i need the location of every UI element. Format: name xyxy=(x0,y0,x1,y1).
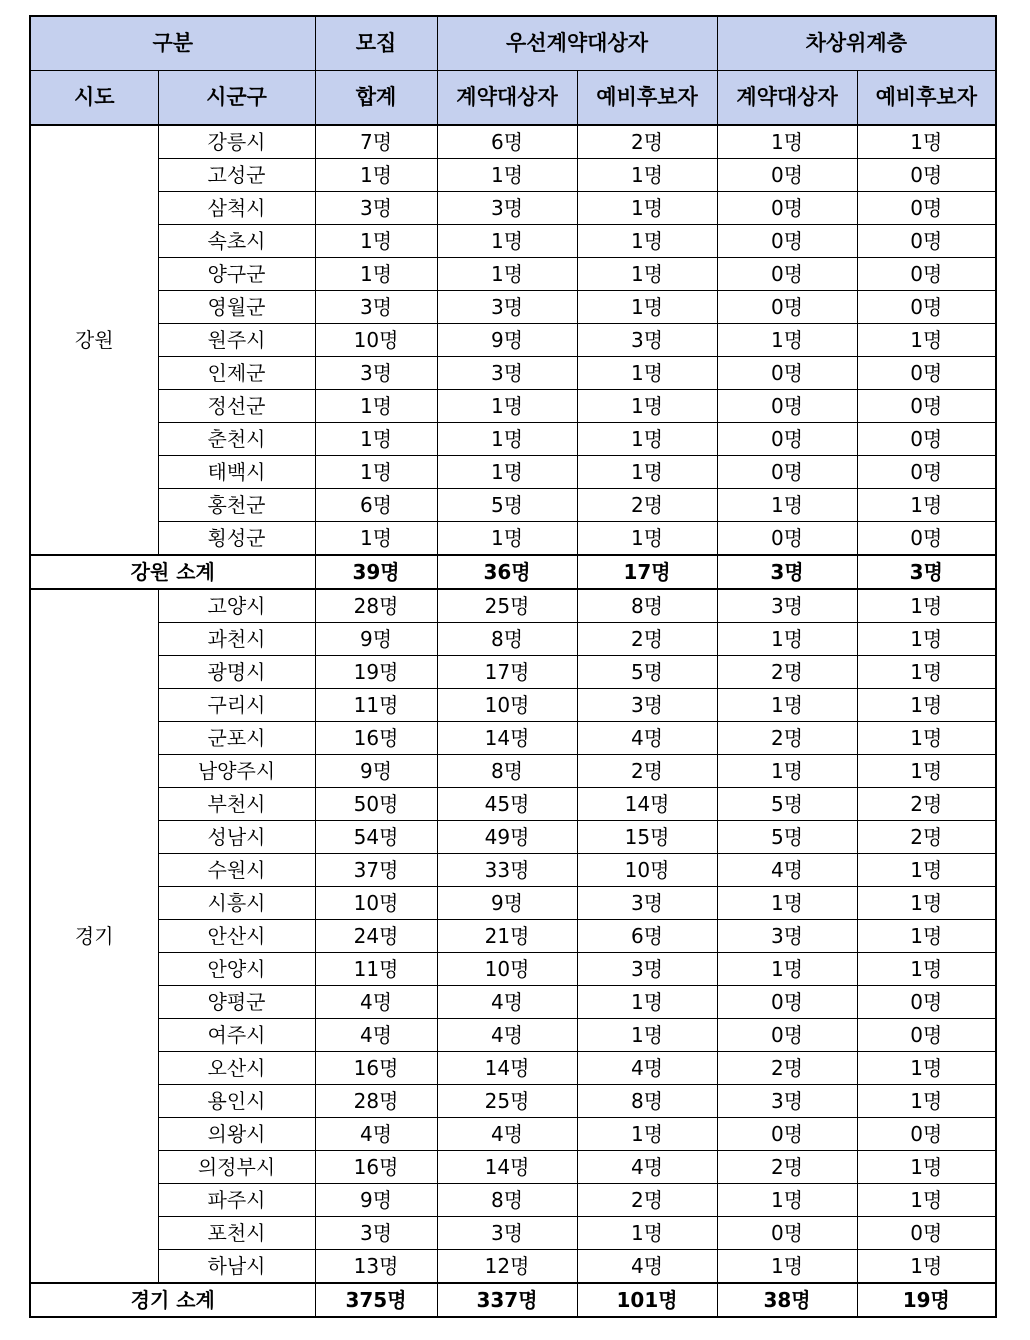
table-row xyxy=(30,423,996,456)
priority-contract-cell: 4명 xyxy=(437,1019,577,1052)
table-row xyxy=(30,357,996,390)
secondary-reserve-cell: 2명 xyxy=(857,821,996,854)
priority-contract-cell: 1명 xyxy=(437,159,577,192)
priority-contract-cell: 25명 xyxy=(437,589,577,623)
sigungu-cell: 여주시 xyxy=(158,1019,315,1052)
total-cell: 375명 xyxy=(315,1283,437,1317)
secondary-contract-cell: 0명 xyxy=(717,1019,857,1052)
table-body xyxy=(30,125,996,1317)
sido-cell: 경기 xyxy=(30,589,158,1283)
header-sigungu: 시군구 xyxy=(158,71,315,126)
secondary-reserve-cell: 1명 xyxy=(857,1052,996,1085)
secondary-contract-cell: 1명 xyxy=(717,623,857,656)
recruitment-table xyxy=(29,15,997,1318)
priority-contract-cell: 3명 xyxy=(437,1217,577,1250)
total-cell: 16명 xyxy=(315,722,437,755)
secondary-contract-cell: 0명 xyxy=(717,986,857,1019)
header-priority-contract-target: 계약대상자 xyxy=(437,71,577,126)
priority-contract-cell: 14명 xyxy=(437,722,577,755)
priority-contract-cell: 14명 xyxy=(437,1052,577,1085)
priority-reserve-cell: 1명 xyxy=(577,357,717,390)
secondary-reserve-cell: 0명 xyxy=(857,986,996,1019)
sigungu-cell: 의왕시 xyxy=(158,1118,315,1151)
subtotal-label: 경기 소계 xyxy=(30,1283,315,1317)
priority-reserve-cell: 8명 xyxy=(577,1085,717,1118)
priority-contract-cell: 1명 xyxy=(437,456,577,489)
secondary-reserve-cell: 1명 xyxy=(857,722,996,755)
total-cell: 3명 xyxy=(315,357,437,390)
table-row xyxy=(30,722,996,755)
secondary-reserve-cell: 0명 xyxy=(857,1118,996,1151)
sigungu-cell: 강릉시 xyxy=(158,125,315,159)
secondary-contract-cell: 3명 xyxy=(717,555,857,589)
secondary-contract-cell: 0명 xyxy=(717,1217,857,1250)
sigungu-cell: 의정부시 xyxy=(158,1151,315,1184)
secondary-contract-cell: 1명 xyxy=(717,489,857,522)
subtotal-row xyxy=(30,555,996,589)
sigungu-cell: 고양시 xyxy=(158,589,315,623)
table-row xyxy=(30,1118,996,1151)
secondary-reserve-cell: 1명 xyxy=(857,1085,996,1118)
table-row xyxy=(30,125,996,159)
secondary-contract-cell: 5명 xyxy=(717,821,857,854)
priority-reserve-cell: 3명 xyxy=(577,887,717,920)
table-row xyxy=(30,1019,996,1052)
priority-reserve-cell: 3명 xyxy=(577,953,717,986)
priority-reserve-cell: 4명 xyxy=(577,1052,717,1085)
sigungu-cell: 태백시 xyxy=(158,456,315,489)
priority-contract-cell: 14명 xyxy=(437,1151,577,1184)
sigungu-cell: 부천시 xyxy=(158,788,315,821)
secondary-contract-cell: 0명 xyxy=(717,225,857,258)
secondary-contract-cell: 0명 xyxy=(717,456,857,489)
priority-contract-cell: 1명 xyxy=(437,423,577,456)
priority-contract-cell: 1명 xyxy=(437,522,577,556)
priority-reserve-cell: 1명 xyxy=(577,1217,717,1250)
sigungu-cell: 춘천시 xyxy=(158,423,315,456)
priority-contract-cell: 36명 xyxy=(437,555,577,589)
header-secondary-contract-target: 계약대상자 xyxy=(717,71,857,126)
secondary-contract-cell: 3명 xyxy=(717,920,857,953)
priority-reserve-cell: 3명 xyxy=(577,689,717,722)
priority-contract-cell: 12명 xyxy=(437,1250,577,1284)
table-row xyxy=(30,821,996,854)
table-row xyxy=(30,689,996,722)
header-sido: 시도 xyxy=(30,71,158,126)
header-secondary-class: 차상위계층 xyxy=(717,16,996,71)
secondary-reserve-cell: 0명 xyxy=(857,357,996,390)
total-cell: 1명 xyxy=(315,159,437,192)
total-cell: 50명 xyxy=(315,788,437,821)
header-priority-reserve: 예비후보자 xyxy=(577,71,717,126)
secondary-contract-cell: 3명 xyxy=(717,589,857,623)
table-row xyxy=(30,258,996,291)
secondary-contract-cell: 0명 xyxy=(717,357,857,390)
priority-reserve-cell: 1명 xyxy=(577,986,717,1019)
total-cell: 4명 xyxy=(315,1118,437,1151)
total-cell: 9명 xyxy=(315,1184,437,1217)
table-row xyxy=(30,159,996,192)
total-cell: 1명 xyxy=(315,456,437,489)
priority-reserve-cell: 1명 xyxy=(577,456,717,489)
sigungu-cell: 홍천군 xyxy=(158,489,315,522)
table-row xyxy=(30,291,996,324)
table-row xyxy=(30,1184,996,1217)
priority-reserve-cell: 1명 xyxy=(577,423,717,456)
priority-contract-cell: 1명 xyxy=(437,258,577,291)
secondary-reserve-cell: 1명 xyxy=(857,953,996,986)
total-cell: 1명 xyxy=(315,522,437,556)
table-row xyxy=(30,1151,996,1184)
sigungu-cell: 횡성군 xyxy=(158,522,315,556)
total-cell: 9명 xyxy=(315,623,437,656)
total-cell: 3명 xyxy=(315,192,437,225)
secondary-contract-cell: 38명 xyxy=(717,1283,857,1317)
total-cell: 4명 xyxy=(315,986,437,1019)
sigungu-cell: 고성군 xyxy=(158,159,315,192)
table-row xyxy=(30,1217,996,1250)
sigungu-cell: 오산시 xyxy=(158,1052,315,1085)
priority-reserve-cell: 2명 xyxy=(577,755,717,788)
total-cell: 39명 xyxy=(315,555,437,589)
sigungu-cell: 원주시 xyxy=(158,324,315,357)
total-cell: 28명 xyxy=(315,589,437,623)
subtotal-label: 강원 소계 xyxy=(30,555,315,589)
sigungu-cell: 과천시 xyxy=(158,623,315,656)
priority-contract-cell: 9명 xyxy=(437,887,577,920)
header-total: 합계 xyxy=(315,71,437,126)
secondary-reserve-cell: 0명 xyxy=(857,291,996,324)
table-row xyxy=(30,522,996,556)
priority-contract-cell: 49명 xyxy=(437,821,577,854)
table-row xyxy=(30,324,996,357)
priority-contract-cell: 8명 xyxy=(437,1184,577,1217)
sido-cell: 강원 xyxy=(30,125,158,555)
priority-reserve-cell: 1명 xyxy=(577,390,717,423)
secondary-contract-cell: 0명 xyxy=(717,159,857,192)
priority-reserve-cell: 8명 xyxy=(577,589,717,623)
header-category: 구분 xyxy=(30,16,315,71)
secondary-reserve-cell: 1명 xyxy=(857,125,996,159)
secondary-contract-cell: 0명 xyxy=(717,390,857,423)
priority-reserve-cell: 1명 xyxy=(577,1019,717,1052)
table-row xyxy=(30,489,996,522)
total-cell: 37명 xyxy=(315,854,437,887)
header-secondary-reserve: 예비후보자 xyxy=(857,71,996,126)
priority-reserve-cell: 1명 xyxy=(577,192,717,225)
table-row xyxy=(30,225,996,258)
table-row xyxy=(30,589,996,623)
priority-contract-cell: 9명 xyxy=(437,324,577,357)
header-priority-contract: 우선계약대상자 xyxy=(437,16,717,71)
secondary-contract-cell: 2명 xyxy=(717,1052,857,1085)
priority-reserve-cell: 1명 xyxy=(577,1118,717,1151)
sigungu-cell: 정선군 xyxy=(158,390,315,423)
secondary-contract-cell: 4명 xyxy=(717,854,857,887)
priority-contract-cell: 45명 xyxy=(437,788,577,821)
secondary-contract-cell: 0명 xyxy=(717,192,857,225)
priority-reserve-cell: 2명 xyxy=(577,623,717,656)
priority-reserve-cell: 1명 xyxy=(577,225,717,258)
priority-contract-cell: 4명 xyxy=(437,1118,577,1151)
secondary-contract-cell: 0명 xyxy=(717,423,857,456)
sigungu-cell: 용인시 xyxy=(158,1085,315,1118)
total-cell: 10명 xyxy=(315,324,437,357)
total-cell: 13명 xyxy=(315,1250,437,1284)
sigungu-cell: 양평군 xyxy=(158,986,315,1019)
secondary-reserve-cell: 0명 xyxy=(857,192,996,225)
total-cell: 3명 xyxy=(315,291,437,324)
sigungu-cell: 양구군 xyxy=(158,258,315,291)
secondary-contract-cell: 1명 xyxy=(717,1184,857,1217)
total-cell: 11명 xyxy=(315,953,437,986)
priority-contract-cell: 3명 xyxy=(437,357,577,390)
secondary-reserve-cell: 1명 xyxy=(857,920,996,953)
table-row xyxy=(30,755,996,788)
priority-reserve-cell: 4명 xyxy=(577,1250,717,1284)
priority-reserve-cell: 10명 xyxy=(577,854,717,887)
total-cell: 54명 xyxy=(315,821,437,854)
sigungu-cell: 광명시 xyxy=(158,656,315,689)
priority-contract-cell: 6명 xyxy=(437,125,577,159)
sigungu-cell: 포천시 xyxy=(158,1217,315,1250)
secondary-reserve-cell: 2명 xyxy=(857,788,996,821)
sigungu-cell: 인제군 xyxy=(158,357,315,390)
secondary-reserve-cell: 0명 xyxy=(857,522,996,556)
secondary-reserve-cell: 0명 xyxy=(857,1217,996,1250)
sigungu-cell: 시흥시 xyxy=(158,887,315,920)
priority-reserve-cell: 4명 xyxy=(577,722,717,755)
secondary-reserve-cell: 1명 xyxy=(857,1184,996,1217)
priority-reserve-cell: 14명 xyxy=(577,788,717,821)
priority-contract-cell: 3명 xyxy=(437,291,577,324)
table-row xyxy=(30,1052,996,1085)
secondary-reserve-cell: 1명 xyxy=(857,755,996,788)
priority-contract-cell: 5명 xyxy=(437,489,577,522)
total-cell: 7명 xyxy=(315,125,437,159)
sigungu-cell: 영월군 xyxy=(158,291,315,324)
secondary-reserve-cell: 1명 xyxy=(857,656,996,689)
sigungu-cell: 삼척시 xyxy=(158,192,315,225)
priority-contract-cell: 4명 xyxy=(437,986,577,1019)
secondary-reserve-cell: 1명 xyxy=(857,589,996,623)
total-cell: 9명 xyxy=(315,755,437,788)
table-row xyxy=(30,1250,996,1284)
secondary-contract-cell: 0명 xyxy=(717,258,857,291)
secondary-reserve-cell: 1명 xyxy=(857,854,996,887)
subtotal-row xyxy=(30,1283,996,1317)
table-row xyxy=(30,854,996,887)
secondary-contract-cell: 5명 xyxy=(717,788,857,821)
secondary-reserve-cell: 1명 xyxy=(857,689,996,722)
sigungu-cell: 구리시 xyxy=(158,689,315,722)
priority-contract-cell: 8명 xyxy=(437,755,577,788)
priority-reserve-cell: 4명 xyxy=(577,1151,717,1184)
secondary-reserve-cell: 0명 xyxy=(857,159,996,192)
sigungu-cell: 안산시 xyxy=(158,920,315,953)
priority-reserve-cell: 17명 xyxy=(577,555,717,589)
table-row xyxy=(30,920,996,953)
table-row xyxy=(30,1085,996,1118)
table-row xyxy=(30,390,996,423)
table-row xyxy=(30,887,996,920)
secondary-reserve-cell: 0명 xyxy=(857,456,996,489)
secondary-reserve-cell: 1명 xyxy=(857,1151,996,1184)
secondary-contract-cell: 1명 xyxy=(717,324,857,357)
secondary-contract-cell: 1명 xyxy=(717,887,857,920)
priority-reserve-cell: 1명 xyxy=(577,258,717,291)
secondary-reserve-cell: 1명 xyxy=(857,1250,996,1284)
secondary-reserve-cell: 1명 xyxy=(857,489,996,522)
secondary-contract-cell: 0명 xyxy=(717,522,857,556)
total-cell: 28명 xyxy=(315,1085,437,1118)
priority-reserve-cell: 101명 xyxy=(577,1283,717,1317)
total-cell: 3명 xyxy=(315,1217,437,1250)
table-row xyxy=(30,953,996,986)
total-cell: 11명 xyxy=(315,689,437,722)
secondary-reserve-cell: 1명 xyxy=(857,324,996,357)
total-cell: 1명 xyxy=(315,258,437,291)
priority-reserve-cell: 1명 xyxy=(577,159,717,192)
sigungu-cell: 안양시 xyxy=(158,953,315,986)
secondary-contract-cell: 2명 xyxy=(717,656,857,689)
total-cell: 1명 xyxy=(315,390,437,423)
secondary-reserve-cell: 3명 xyxy=(857,555,996,589)
total-cell: 16명 xyxy=(315,1052,437,1085)
priority-reserve-cell: 3명 xyxy=(577,324,717,357)
total-cell: 1명 xyxy=(315,225,437,258)
header-row-1 xyxy=(30,16,996,71)
table-row xyxy=(30,456,996,489)
sigungu-cell: 성남시 xyxy=(158,821,315,854)
sigungu-cell: 파주시 xyxy=(158,1184,315,1217)
table-row xyxy=(30,986,996,1019)
table-row xyxy=(30,788,996,821)
total-cell: 19명 xyxy=(315,656,437,689)
priority-contract-cell: 3명 xyxy=(437,192,577,225)
secondary-contract-cell: 0명 xyxy=(717,291,857,324)
priority-contract-cell: 21명 xyxy=(437,920,577,953)
total-cell: 10명 xyxy=(315,887,437,920)
total-cell: 6명 xyxy=(315,489,437,522)
sigungu-cell: 수원시 xyxy=(158,854,315,887)
sigungu-cell: 속초시 xyxy=(158,225,315,258)
priority-contract-cell: 17명 xyxy=(437,656,577,689)
priority-reserve-cell: 2명 xyxy=(577,489,717,522)
priority-reserve-cell: 2명 xyxy=(577,1184,717,1217)
total-cell: 24명 xyxy=(315,920,437,953)
secondary-reserve-cell: 0명 xyxy=(857,258,996,291)
header-row-2 xyxy=(30,71,996,126)
priority-contract-cell: 10명 xyxy=(437,953,577,986)
sigungu-cell: 군포시 xyxy=(158,722,315,755)
secondary-reserve-cell: 0명 xyxy=(857,225,996,258)
secondary-reserve-cell: 0명 xyxy=(857,1019,996,1052)
priority-contract-cell: 1명 xyxy=(437,390,577,423)
priority-reserve-cell: 1명 xyxy=(577,522,717,556)
secondary-contract-cell: 1명 xyxy=(717,125,857,159)
priority-contract-cell: 33명 xyxy=(437,854,577,887)
secondary-reserve-cell: 19명 xyxy=(857,1283,996,1317)
priority-contract-cell: 337명 xyxy=(437,1283,577,1317)
secondary-contract-cell: 2명 xyxy=(717,722,857,755)
priority-reserve-cell: 6명 xyxy=(577,920,717,953)
priority-contract-cell: 1명 xyxy=(437,225,577,258)
priority-contract-cell: 8명 xyxy=(437,623,577,656)
secondary-contract-cell: 2명 xyxy=(717,1151,857,1184)
total-cell: 16명 xyxy=(315,1151,437,1184)
priority-reserve-cell: 2명 xyxy=(577,125,717,159)
priority-contract-cell: 10명 xyxy=(437,689,577,722)
table-row xyxy=(30,192,996,225)
sigungu-cell: 하남시 xyxy=(158,1250,315,1284)
secondary-contract-cell: 3명 xyxy=(717,1085,857,1118)
table-row xyxy=(30,623,996,656)
secondary-reserve-cell: 0명 xyxy=(857,423,996,456)
secondary-contract-cell: 1명 xyxy=(717,689,857,722)
table-row xyxy=(30,656,996,689)
table-header xyxy=(30,16,996,125)
secondary-reserve-cell: 1명 xyxy=(857,623,996,656)
total-cell: 1명 xyxy=(315,423,437,456)
header-recruit: 모집 xyxy=(315,16,437,71)
secondary-reserve-cell: 1명 xyxy=(857,887,996,920)
secondary-contract-cell: 1명 xyxy=(717,755,857,788)
total-cell: 4명 xyxy=(315,1019,437,1052)
secondary-contract-cell: 1명 xyxy=(717,953,857,986)
secondary-contract-cell: 1명 xyxy=(717,1250,857,1284)
secondary-reserve-cell: 0명 xyxy=(857,390,996,423)
priority-contract-cell: 25명 xyxy=(437,1085,577,1118)
priority-reserve-cell: 15명 xyxy=(577,821,717,854)
priority-reserve-cell: 5명 xyxy=(577,656,717,689)
secondary-contract-cell: 0명 xyxy=(717,1118,857,1151)
priority-reserve-cell: 1명 xyxy=(577,291,717,324)
sigungu-cell: 남양주시 xyxy=(158,755,315,788)
